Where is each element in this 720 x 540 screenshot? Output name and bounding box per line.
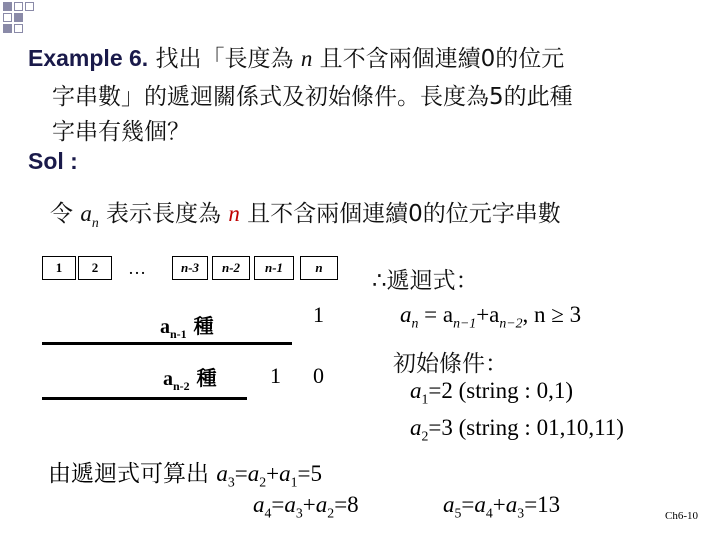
- row2-label: $a_{n-2}$ 種: [163, 366, 217, 393]
- recurrence-heading: ∴遞迴式：: [372, 268, 479, 294]
- cell-n-1: n-1: [254, 256, 294, 280]
- definition-pre: 令: [50, 201, 73, 227]
- definition-var-sub: n: [91, 214, 99, 230]
- cell-n-3: n-3: [172, 256, 208, 280]
- row1-line: [42, 342, 292, 345]
- definition-mid: 表示長度為: [106, 201, 222, 227]
- definition-n: n: [228, 201, 240, 226]
- definition-post: 且不含兩個連續0的位元字串數: [247, 201, 561, 227]
- question-line-3: 字串有幾個？: [52, 119, 190, 145]
- computation-a5: $a_5=a_4+a_3=13$: [443, 492, 561, 521]
- cell-2: 2: [78, 256, 112, 280]
- cell-1: 1: [42, 256, 76, 280]
- example-label: Example 6.: [28, 45, 149, 71]
- computation-line: 由遞迴式可算出 $a_3=a_2+a_1=5$: [48, 461, 322, 490]
- definition-var: a: [80, 201, 92, 226]
- initial-heading: 初始條件：: [393, 351, 508, 377]
- row2-line: [42, 397, 247, 400]
- row2-end-digit: 0: [313, 363, 324, 388]
- initial-a1: $a_1=2$ (string : 0,1): [410, 378, 573, 407]
- question-var-n: n: [300, 46, 313, 71]
- row2-mid-digit: 1: [270, 363, 281, 388]
- cell-n: n: [300, 256, 338, 280]
- cell-n-2: n-2: [212, 256, 250, 280]
- definition-line: [50, 195, 561, 231]
- sol-label: Sol :: [28, 148, 78, 174]
- initial-a2: $a_2=3$ (string : 01,10,11): [410, 415, 624, 444]
- question-line-1: [28, 40, 564, 73]
- recurrence-formula: $a_n = a_{n-1}+a_{n-2}$, n ≥ 3: [400, 302, 582, 331]
- computation-a4: $a_4=a_3+a_2=8$: [253, 492, 359, 521]
- question-text-a: 找出「長度為: [155, 46, 294, 72]
- row1-label: $a_{n-1}$ 種: [160, 314, 214, 341]
- question-line-2: 字串數」的遞迴關係式及初始條件。長度為5的此種: [52, 84, 573, 110]
- row1-end-digit: 1: [313, 302, 324, 327]
- cell-ellipsis: …: [128, 258, 146, 278]
- slide-footer: Ch6-10: [665, 510, 698, 522]
- question-text-b: 且不含兩個連續0的位元: [319, 46, 565, 72]
